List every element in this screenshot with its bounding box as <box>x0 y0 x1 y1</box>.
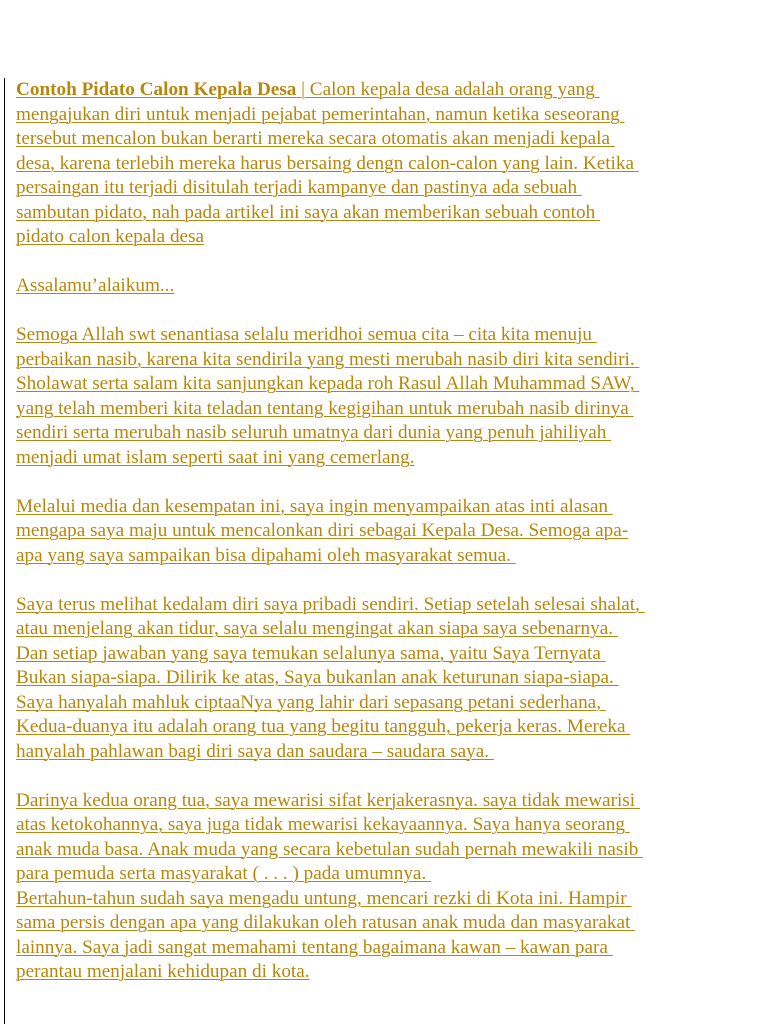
document-body <box>16 78 764 985</box>
p3-line-6[interactable]: Kedua-duanya itu adalah orang tua yang begitu tangguh, pekerja keras. Mereka <box>16 716 631 737</box>
p3-line-4[interactable]: Bukan siapa-siapa. Dilirik ke atas, Saya bukanlan anak keturunan siapa-siapa. <box>16 667 619 688</box>
paragraph-gap <box>16 764 764 789</box>
p1-line-6[interactable]: menjadi umat islam seperti saat ini yang cemerlang. <box>16 446 415 468</box>
p4-line-8[interactable]: perantau menjalani kehidupan di kota. <box>16 961 310 982</box>
p4-line-1[interactable]: Darinya kedua orang tua, saya mewarisi sifat kerjakerasnya. saya tidak mewarisi <box>16 789 640 811</box>
paragraph-gap <box>16 250 764 275</box>
paragraph-gap <box>16 299 764 324</box>
p3-line-2[interactable]: atau menjelang akan tidur, saya selalu mengingat akan siapa saya sebenarnya. <box>16 618 618 639</box>
paragraph-gap <box>16 568 764 593</box>
p4-line-2[interactable]: atas ketokohannya, saya juga tidak mewarisi kekayaannya. Saya hanya seorang <box>16 814 630 835</box>
document-title[interactable]: Contoh Pidato Calon Kepala Desa <box>16 79 297 100</box>
p2-line-3[interactable]: apa yang saya sampaikan bisa dipahami oleh masyarakat semua. <box>16 544 516 566</box>
intro-line-2[interactable]: tersebut mencalon bukan berarti mereka secara otomatis akan menjadi kepala <box>16 128 615 149</box>
p3-line-5[interactable]: Saya hanyalah mahluk ciptaaNya yang lahir dari sepasang petani sederhana, <box>16 691 606 713</box>
p1-line-2[interactable]: perbaikan nasib, karena kita sendirila yang mesti merubah nasib diri kita sendiri. <box>16 348 640 370</box>
p1-line-4[interactable]: yang telah memberi kita teladan tentang kegigihan untuk merubah nasib dirinya <box>16 397 634 419</box>
p4-line-5[interactable]: Bertahun-tahun sudah saya mengadu untung, mencari rezki di Kota ini. Hampir <box>16 887 632 909</box>
p2-line-1[interactable]: Melalui media dan kesempatan ini, saya ingin menyampaikan atas inti alasan <box>16 495 613 517</box>
p1-line-5[interactable]: sendiri serta merubah nasib seluruh umatnya dari dunia yang penuh jahiliyah <box>16 422 612 443</box>
intro-line-4[interactable]: persaingan itu terjadi disitulah terjadi kampanye dan pastinya ada sebuah <box>16 177 582 198</box>
intro-line-1[interactable]: mengajukan diri untuk menjadi pejabat pemerintahan, namun ketika seseorang <box>16 103 625 125</box>
paragraph-gap <box>16 470 764 495</box>
p4-line-6[interactable]: sama persis dengan apa yang dilakukan oleh ratusan anak muda dan masyarakat <box>16 912 636 933</box>
intro-line-3[interactable]: desa, karena terlebih mereka harus bersaing dengn calon-calon yang lain. Ketika <box>16 152 639 174</box>
p4-line-3[interactable]: anak muda basa. Anak muda yang secara kebetulan sudah pernah mewakili nasib <box>16 838 644 860</box>
p4-line-4[interactable]: para pemuda serta masyarakat ( . . . ) pada umumnya. <box>16 863 432 884</box>
title-line[interactable] <box>16 78 764 103</box>
p1-line-1[interactable]: Semoga Allah swt senantiasa selalu meridhoi semua cita – cita kita menuju <box>16 324 597 345</box>
p3-line-3[interactable]: Dan setiap jawaban yang saya temukan selalunya sama, yaitu Saya Ternyata <box>16 642 606 664</box>
p3-line-1[interactable]: Saya terus melihat kedalam diri saya pribadi sendiri. Setiap setelah selesai shalat, <box>16 593 645 615</box>
left-margin-rule <box>4 78 5 1024</box>
p2-line-2[interactable]: mengapa saya maju untuk mencalonkan diri sebagai Kepala Desa. Semoga apa- <box>16 520 629 541</box>
p3-line-7[interactable]: hanyalah pahlawan bagi diri saya dan saudara – saudara saya. <box>16 740 494 762</box>
greeting-line[interactable]: Assalamu’alaikum... <box>16 275 175 296</box>
intro-line-5[interactable]: sambutan pidato, nah pada artikel ini saya akan memberikan sebuah contoh <box>16 201 600 223</box>
p1-line-3[interactable]: Sholawat serta salam kita sanjungkan kepada roh Rasul Allah Muhammad SAW, <box>16 373 640 394</box>
p4-line-7[interactable]: lainnya. Saya jadi sangat memahami tentang bagaimana kawan – kawan para <box>16 936 613 958</box>
intro-line-0-rest[interactable]: | Calon kepala desa adalah orang yang <box>296 79 600 100</box>
intro-line-6[interactable]: pidato calon kepala desa <box>16 226 205 247</box>
